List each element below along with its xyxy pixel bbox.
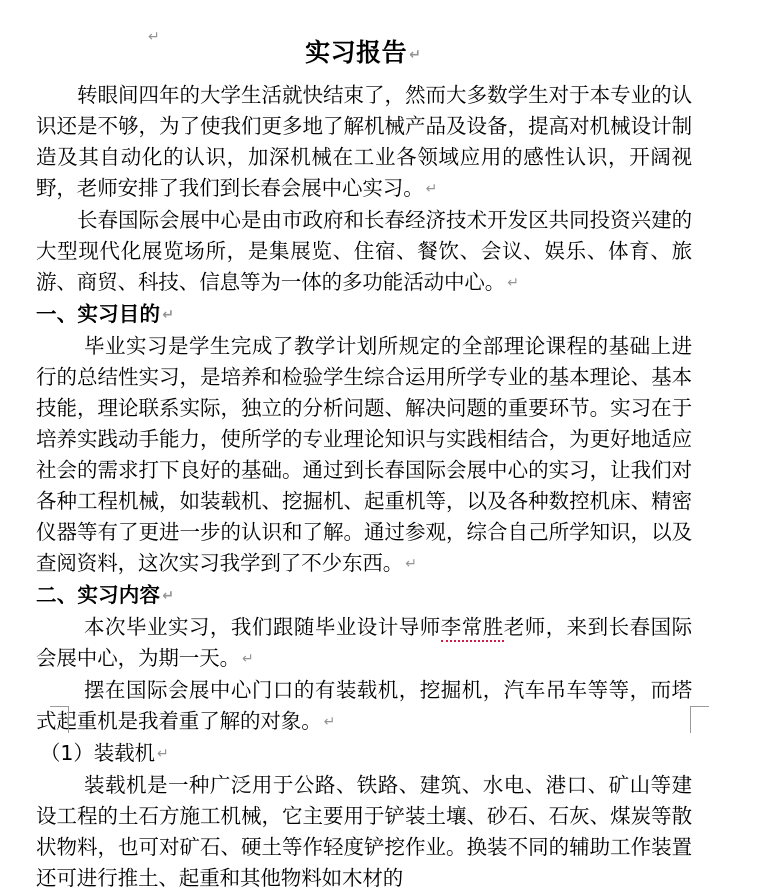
paragraph-mark: ↵ [507,275,519,291]
page-title [36,36,690,72]
heading-text: 一、实习目的 [36,302,161,326]
document-body [36,80,692,894]
paragraph-text-before: 本次毕业实习，我们跟随毕业设计导师 [84,615,441,639]
paragraph-purpose-body [36,331,692,580]
subsection-heading-loader [36,738,692,770]
page-title-text: 实习报告 [305,38,408,67]
heading-text: 二、实习内容 [36,583,161,607]
paragraph-mark: ↵ [323,714,336,730]
paragraph-mark: ↵ [162,307,174,323]
paragraph-mark: ↵ [156,746,169,762]
spellcheck-flagged-text: 李常胜 [441,615,504,642]
paragraph-loader-body [36,770,692,894]
paragraph-mark: ↵ [409,47,421,63]
paragraph-mark: ↵ [162,588,174,604]
paragraph-text-after: 老师，来到长春国际会展中心，为期一天。 [36,615,692,670]
paragraph-mark: ↵ [405,556,417,572]
section-heading-content [36,580,692,612]
paragraph-venue [36,205,692,299]
paragraph-advisor [36,612,692,675]
paragraph-text: 转眼间四年的大学生活就快结束了，然而大多数学生对于本专业的认识还是不够，为了使我们更多地了解机械产品及设备，提高对机械设计制造及其自动化的认识，加深机械在工业各领域应用的感性认识，开阔视野，老师安排了我们到长春会展中心实习。 [36,83,692,200]
paragraph-text: 装载机是一种广泛用于公路、铁路、建筑、水电、港口、矿山等建设工程的土石方施工机械，它主要用于铲装土壤、砂石、石灰、煤炭等散状物料，也可对矿石、硬土等作轻度铲挖作业。换装不同的辅助工作装置还可进行推土、起重和其他物料如木材的 [36,773,692,890]
paragraph-mark: ↵ [242,651,254,667]
text-boundary-corner-bottom-left [50,706,69,733]
paragraph-mark: ↵ [425,181,438,197]
text-boundary-corner-bottom-right [690,706,709,733]
paragraph-mark: ↵ [148,29,160,45]
subheading-text: （1）装载机 [40,741,155,765]
paragraph-intro [36,80,692,205]
section-heading-purpose [36,299,692,331]
paragraph-text: 摆在国际会展中心门口的有装载机，挖掘机，汽车吊车等等，而塔式起重机是我着重了解的对象。 [36,678,692,733]
paragraph-text: 长春国际会展中心是由市政府和长春经济技术开发区共同投资兴建的大型现代化展览场所，是集展览、住宿、餐饮、会议、娱乐、体育、旅游、商贸、科技、信息等为一体的多功能活动中心。 [36,208,692,294]
paragraph-machines-overview [36,675,692,738]
paragraph-text: 毕业实习是学生完成了教学计划所规定的全部理论课程的基础上进行的总结性实习，是培养和检验学生综合运用所学专业的基本理论、基本技能，理论联系实际，独立的分析问题、解决问题的重要环节。实习在于培养实践动手能力，使所学的专业理论知识与实践相结合，为更好地适应社会的需求打下良好的基础。通过到长春国际会展中心的实习，让我们对各种工程机械，如装载机、挖掘机、起重机等，以及各种数控机床、精密仪器等有了更进一步的认识和了解。通过参观，综合自己所学知识，以及查阅资料，这次实习我学到了不少东西。 [36,334,692,575]
